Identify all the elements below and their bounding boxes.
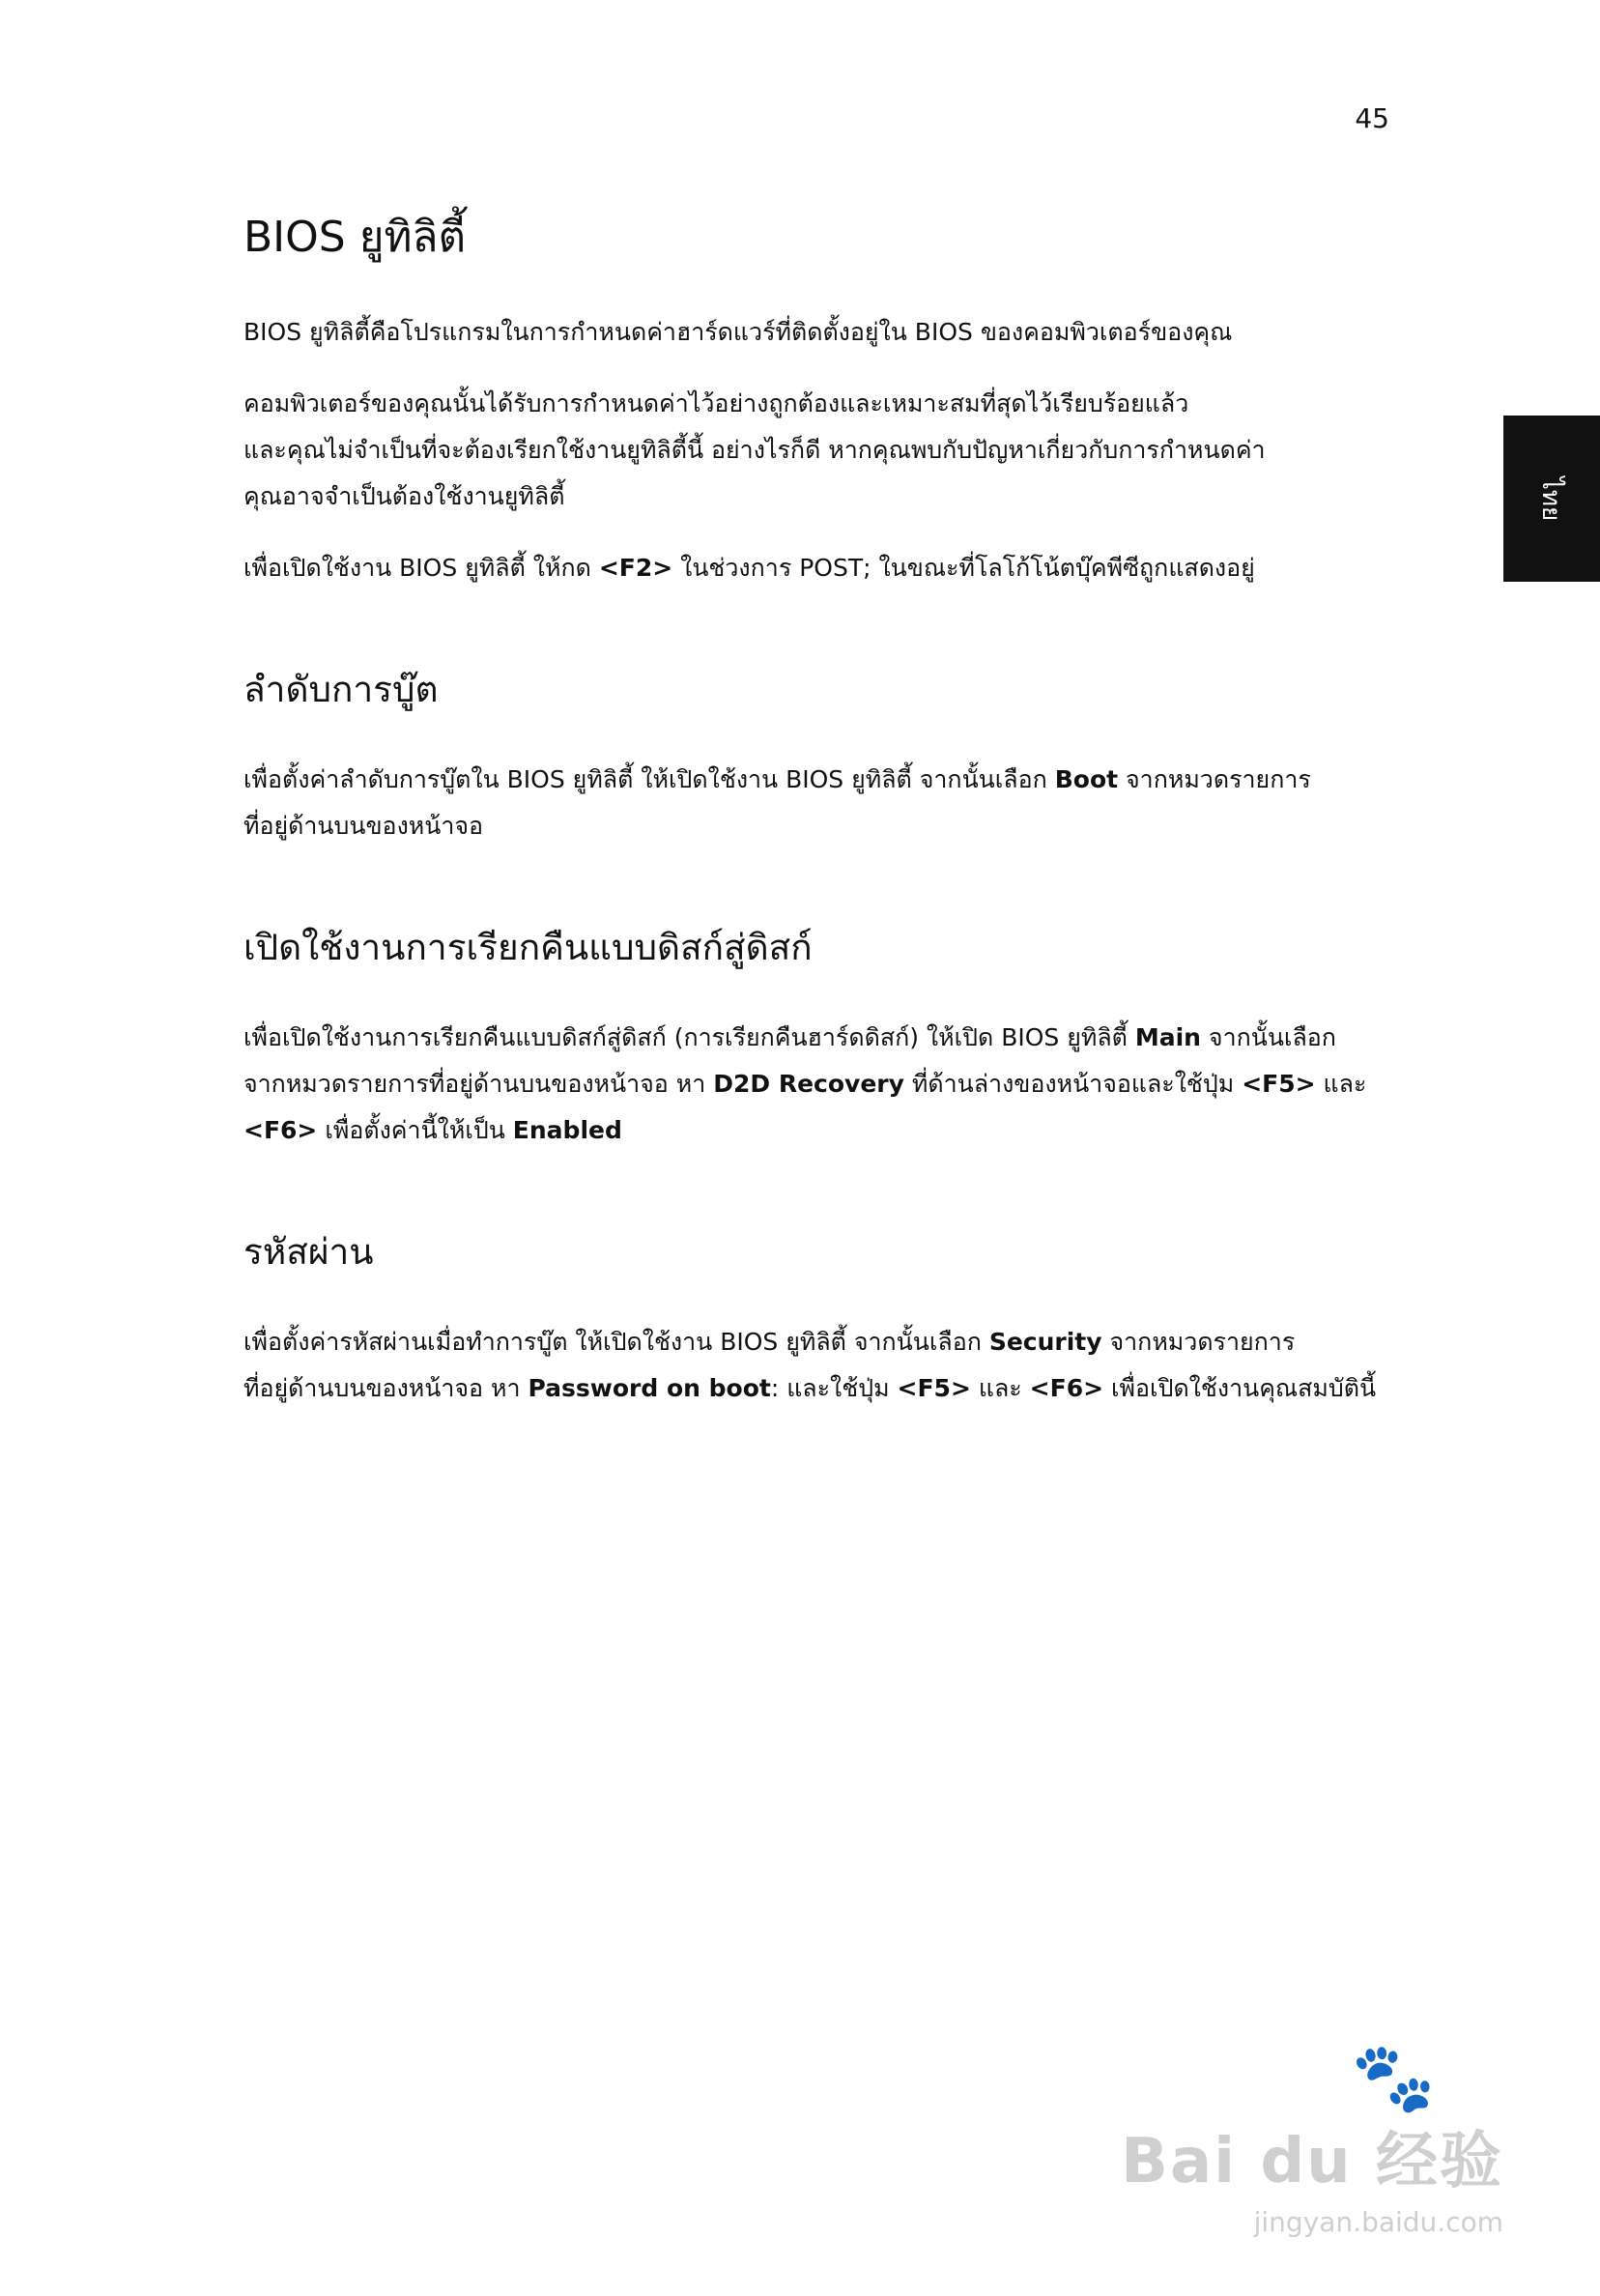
recovery-l2-b: ที่ด้านล่างของหน้าจอและใช้ปุ่ม (903, 1070, 1243, 1098)
boot-text-a: เพื่อตั้งค่าลำดับการบู๊ตใน BIOS ยูทิลิตี้ ให้เปิดใช้งาน BIOS ยูทิลิตี้ จากนั้นเลือก (243, 765, 1055, 793)
recovery-l1-b: จากนั้นเลือก (1200, 1023, 1336, 1051)
password-l2-b: : และใช้ปุ่ม (770, 1374, 898, 1402)
boot-text-b: จากหมวดรายการ (1118, 765, 1311, 793)
d2d-recovery-heading: เปิดใช้งานการเรียกคืนแบบดิสก์สู่ดิสก์ (243, 927, 813, 968)
boot-text-line-2: ที่อยู่ด้านบนของหน้าจอ (243, 812, 484, 840)
language-side-tab-label: ไทย (1536, 476, 1566, 521)
boot-sequence-heading: ลำดับการบู๊ต (243, 669, 439, 710)
page-number: 45 (1355, 102, 1389, 134)
bios-config-line-2: และคุณไม่จำเป็นที่จะต้องเรียกใช้งานยูทิลิตี้นี้ อย่างไรก็ดี หากคุณพบกับปัญหาเกี่ยวกับการกำหนดค่า (243, 436, 1266, 464)
f2-key: <F2> (598, 554, 673, 582)
bios-utility-heading: BIOS ยูทิลิตี้ (243, 213, 467, 262)
bios-config-paragraph (243, 381, 1442, 520)
bios-open-text-b: ในช่วงการ POST; ในขณะที่โลโก้โน้ตบุ๊คพีซีถูกแสดงอยู่ (672, 554, 1255, 582)
boot-sequence-paragraph (243, 757, 1442, 849)
recovery-l2-c: และ (1315, 1070, 1367, 1098)
d2d-recovery-option: D2D Recovery (713, 1070, 904, 1098)
bios-intro-paragraph: BIOS ยูทิลิตี้คือโปรแกรมในการกำหนดค่าฮาร์ดแวร์ที่ติดตั้งอยู่ใน BIOS ของคอมพิวเตอร์ของคุณ (243, 318, 1233, 346)
recovery-l3-a: เพื่อตั้งค่านี้ให้เป็น (317, 1116, 513, 1144)
enabled-value: Enabled (512, 1116, 622, 1144)
password-l2-a: ที่อยู่ด้านบนของหน้าจอ หา (243, 1374, 529, 1402)
f6-key: <F6> (1029, 1374, 1104, 1402)
recovery-l1-a: เพื่อเปิดใช้งานการเรียกคืนแบบดิสก์สู่ดิสก์ (การเรียกคืนฮาร์ดดิสก์) ให้เปิด BIOS ยูทิลิตี้ (243, 1023, 1135, 1051)
paw-icon: 🐾 (1351, 2038, 1436, 2117)
password-l1-b: จากหมวดรายการ (1101, 1328, 1296, 1356)
language-side-tab (1503, 416, 1600, 582)
password-l2-c: และ (970, 1374, 1030, 1402)
password-on-boot-option: Password on boot (528, 1374, 771, 1402)
watermark-logo: Bai du 经验 (1121, 2126, 1503, 2197)
f5-key: <F5> (897, 1374, 971, 1402)
password-l2-d: เพื่อเปิดใช้งานคุณสมบัตินี้ (1103, 1374, 1377, 1402)
password-l1-a: เพื่อตั้งค่ารหัสผ่านเมื่อทำการบู๊ต ให้เปิดใช้งาน BIOS ยูทิลิตี้ จากนั้นเลือก (243, 1328, 989, 1356)
bios-config-line-1: คอมพิวเตอร์ของคุณนั้นได้รับการกำหนดค่าไว้อย่างถูกต้องและเหมาะสมที่สุดไว้เรียบร้อยแล้ว (243, 389, 1189, 417)
bios-config-line-3: คุณอาจจำเป็นต้องใช้งานยูทิลิตี้ (243, 482, 565, 510)
recovery-l2-a: จากหมวดรายการที่อยู่ด้านบนของหน้าจอ หา (243, 1070, 714, 1098)
main-menu-name: Main (1134, 1023, 1201, 1051)
baidu-watermark (1121, 2038, 1503, 2238)
document-content (243, 203, 1442, 1437)
password-heading: รหัสผ่าน (243, 1231, 374, 1273)
watermark-url: jingyan.baidu.com (1253, 2206, 1503, 2238)
f6-key: <F6> (243, 1116, 318, 1144)
security-menu-name: Security (988, 1328, 1102, 1356)
f5-key: <F5> (1242, 1070, 1316, 1098)
d2d-recovery-paragraph (243, 1015, 1442, 1154)
bios-open-paragraph (243, 545, 1442, 591)
password-paragraph (243, 1319, 1442, 1412)
bios-open-text-a: เพื่อเปิดใช้งาน BIOS ยูทิลิตี้ ให้กด (243, 554, 599, 582)
boot-menu-name: Boot (1054, 765, 1119, 793)
